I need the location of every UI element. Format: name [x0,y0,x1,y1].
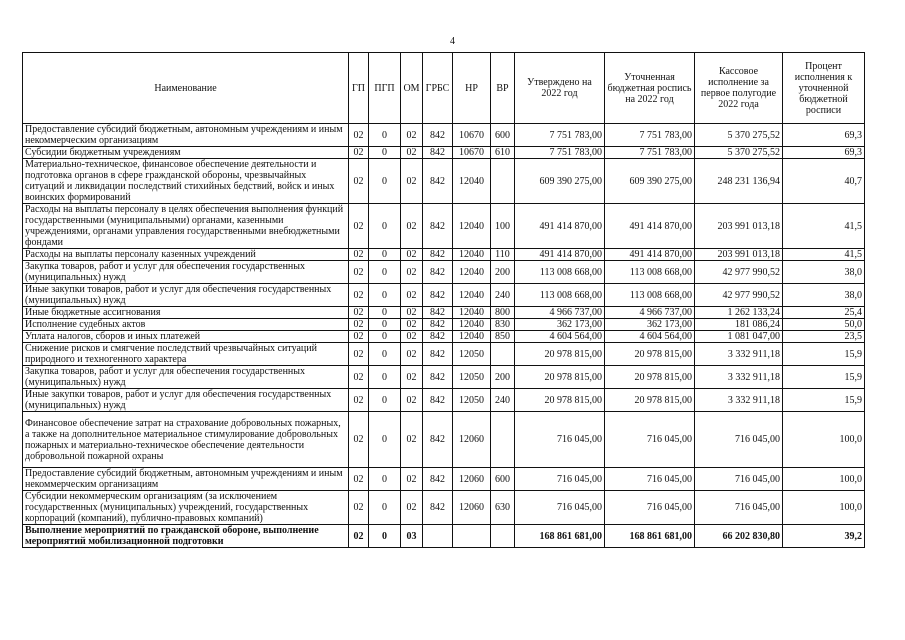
cell-refined: 716 045,00 [605,491,695,525]
cell-np: 12040 [453,204,491,249]
cell-pgp: 0 [369,261,401,284]
cell-percent: 100,0 [783,412,865,468]
cell-percent: 40,7 [783,159,865,204]
table-row [23,331,865,343]
table-row [23,412,865,468]
cell-cash: 181 086,24 [695,319,783,331]
cell-vr [491,159,515,204]
cell-grbs: 842 [423,366,453,389]
cell-name: Материально-техническое, финансовое обеспечение деятельности и подготовка органов в сфере гражданской обороны, чрезвычайных ситуаций и ликвидации последствий стихийных бедствий, войск и иных воинских формирований [23,159,349,204]
cell-percent: 41,5 [783,204,865,249]
header-row [23,53,865,124]
cell-percent: 23,5 [783,331,865,343]
cell-vr: 240 [491,389,515,412]
cell-om: 02 [401,389,423,412]
cell-gp: 02 [349,412,369,468]
cell-gp: 02 [349,261,369,284]
table-row [23,147,865,159]
table-row [23,525,865,548]
cell-cash: 1 081 047,00 [695,331,783,343]
cell-grbs: 842 [423,284,453,307]
cell-name: Расходы на выплаты персоналу в целях обеспечения выполнения функций государственными (муниципальными) органами, казенными учреждениями, органами управления государственными внебюджетными фондами [23,204,349,249]
cell-approved: 491 414 870,00 [515,249,605,261]
cell-om: 02 [401,468,423,491]
cell-pgp: 0 [369,366,401,389]
cell-percent: 50,0 [783,319,865,331]
cell-om: 02 [401,343,423,366]
cell-np: 12040 [453,331,491,343]
cell-cash: 716 045,00 [695,468,783,491]
cell-grbs [423,525,453,548]
cell-name: Иные закупки товаров, работ и услуг для обеспечения государственных (муниципальных) нужд [23,284,349,307]
cell-om: 02 [401,284,423,307]
cell-percent: 25,4 [783,307,865,319]
cell-refined: 491 414 870,00 [605,204,695,249]
cell-approved: 362 173,00 [515,319,605,331]
cell-refined: 113 008 668,00 [605,261,695,284]
cell-grbs: 842 [423,204,453,249]
cell-cash: 42 977 990,52 [695,261,783,284]
cell-percent: 38,0 [783,261,865,284]
page-number: 4 [450,36,455,47]
cell-cash: 203 991 013,18 [695,249,783,261]
cell-approved: 716 045,00 [515,412,605,468]
cell-name: Субсидии некоммерческим организациям (за исключением государственных (муниципальных) учреждений, государственных корпораций (компаний), публично-правовых компаний) [23,491,349,525]
cell-pgp: 0 [369,307,401,319]
cell-vr: 830 [491,319,515,331]
cell-refined: 7 751 783,00 [605,147,695,159]
cell-approved: 716 045,00 [515,468,605,491]
cell-om: 02 [401,331,423,343]
cell-pgp: 0 [369,468,401,491]
cell-name: Иные бюджетные ассигнования [23,307,349,319]
cell-refined: 716 045,00 [605,468,695,491]
cell-vr: 610 [491,147,515,159]
cell-vr [491,412,515,468]
cell-cash: 1 262 133,24 [695,307,783,319]
cell-gp: 02 [349,343,369,366]
col-header-name: Наименование [23,53,349,124]
cell-refined: 4 966 737,00 [605,307,695,319]
cell-pgp: 0 [369,525,401,548]
cell-cash: 5 370 275,52 [695,124,783,147]
cell-name: Иные закупки товаров, работ и услуг для обеспечения государственных (муниципальных) нужд [23,389,349,412]
cell-vr: 200 [491,366,515,389]
cell-percent: 38,0 [783,284,865,307]
cell-name: Уплата налогов, сборов и иных платежей [23,331,349,343]
cell-cash: 66 202 830,80 [695,525,783,548]
cell-vr [491,525,515,548]
cell-refined: 362 173,00 [605,319,695,331]
cell-approved: 716 045,00 [515,491,605,525]
cell-refined: 609 390 275,00 [605,159,695,204]
cell-gp: 02 [349,525,369,548]
cell-gp: 02 [349,331,369,343]
cell-gp: 02 [349,284,369,307]
cell-om: 02 [401,159,423,204]
col-header-refined: Уточненная бюджетная роспись на 2022 год [605,53,695,124]
col-header-pgp: ПГП [369,53,401,124]
cell-pgp: 0 [369,159,401,204]
cell-np: 12050 [453,389,491,412]
cell-refined: 20 978 815,00 [605,389,695,412]
table-row [23,249,865,261]
cell-pgp: 0 [369,491,401,525]
cell-np: 12060 [453,468,491,491]
table-row [23,261,865,284]
cell-pgp: 0 [369,319,401,331]
cell-vr: 600 [491,124,515,147]
cell-om: 02 [401,366,423,389]
cell-om: 02 [401,249,423,261]
cell-pgp: 0 [369,389,401,412]
cell-np: 12050 [453,366,491,389]
table-row [23,468,865,491]
cell-approved: 609 390 275,00 [515,159,605,204]
col-header-vr: ВР [491,53,515,124]
cell-np: 12060 [453,491,491,525]
cell-gp: 02 [349,204,369,249]
budget-table [22,52,865,548]
cell-np: 12040 [453,319,491,331]
cell-refined: 7 751 783,00 [605,124,695,147]
cell-gp: 02 [349,159,369,204]
col-header-grbs: ГРБС [423,53,453,124]
cell-pgp: 0 [369,147,401,159]
cell-vr: 800 [491,307,515,319]
cell-grbs: 842 [423,491,453,525]
cell-np [453,525,491,548]
cell-name: Предоставление субсидий бюджетным, автономным учреждениям и иным некоммерческим организациям [23,124,349,147]
cell-np: 12060 [453,412,491,468]
cell-np: 12040 [453,261,491,284]
cell-pgp: 0 [369,343,401,366]
cell-om: 02 [401,491,423,525]
cell-name: Субсидии бюджетным учреждениям [23,147,349,159]
cell-percent: 41,5 [783,249,865,261]
cell-percent: 69,3 [783,124,865,147]
cell-om: 03 [401,525,423,548]
cell-om: 02 [401,204,423,249]
cell-gp: 02 [349,366,369,389]
cell-om: 02 [401,147,423,159]
table-row [23,491,865,525]
cell-name: Закупка товаров, работ и услуг для обеспечения государственных (муниципальных) нужд [23,366,349,389]
cell-grbs: 842 [423,412,453,468]
cell-approved: 491 414 870,00 [515,204,605,249]
cell-name: Расходы на выплаты персоналу казенных учреждений [23,249,349,261]
cell-refined: 20 978 815,00 [605,343,695,366]
cell-pgp: 0 [369,284,401,307]
cell-grbs: 842 [423,331,453,343]
cell-refined: 20 978 815,00 [605,366,695,389]
cell-approved: 113 008 668,00 [515,261,605,284]
cell-pgp: 0 [369,124,401,147]
cell-cash: 3 332 911,18 [695,389,783,412]
table-row [23,343,865,366]
cell-percent: 39,2 [783,525,865,548]
cell-name: Закупка товаров, работ и услуг для обеспечения государственных (муниципальных) нужд [23,261,349,284]
cell-percent: 15,9 [783,389,865,412]
cell-refined: 491 414 870,00 [605,249,695,261]
cell-grbs: 842 [423,389,453,412]
col-header-np: НР [453,53,491,124]
cell-cash: 716 045,00 [695,491,783,525]
cell-percent: 15,9 [783,343,865,366]
col-header-approved: Утверждено на 2022 год [515,53,605,124]
cell-percent: 100,0 [783,491,865,525]
cell-grbs: 842 [423,124,453,147]
cell-percent: 69,3 [783,147,865,159]
cell-grbs: 842 [423,319,453,331]
cell-refined: 113 008 668,00 [605,284,695,307]
cell-cash: 716 045,00 [695,412,783,468]
table-row [23,124,865,147]
cell-vr: 600 [491,468,515,491]
cell-vr: 850 [491,331,515,343]
cell-approved: 168 861 681,00 [515,525,605,548]
cell-cash: 3 332 911,18 [695,343,783,366]
table-row [23,204,865,249]
cell-np: 12050 [453,343,491,366]
cell-cash: 3 332 911,18 [695,366,783,389]
cell-np: 12040 [453,284,491,307]
cell-gp: 02 [349,249,369,261]
cell-vr: 630 [491,491,515,525]
cell-percent: 15,9 [783,366,865,389]
cell-np: 10670 [453,147,491,159]
cell-np: 10670 [453,124,491,147]
cell-grbs: 842 [423,249,453,261]
cell-gp: 02 [349,147,369,159]
cell-om: 02 [401,307,423,319]
cell-om: 02 [401,261,423,284]
cell-pgp: 0 [369,204,401,249]
cell-vr: 200 [491,261,515,284]
table-row [23,366,865,389]
cell-cash: 5 370 275,52 [695,147,783,159]
cell-approved: 4 966 737,00 [515,307,605,319]
cell-pgp: 0 [369,331,401,343]
cell-grbs: 842 [423,147,453,159]
col-header-om: ОМ [401,53,423,124]
table-row [23,284,865,307]
cell-pgp: 0 [369,249,401,261]
cell-percent: 100,0 [783,468,865,491]
cell-gp: 02 [349,124,369,147]
col-header-percent: Процент исполнения к уточненной бюджетной росписи [783,53,865,124]
cell-name: Выполнение мероприятий по гражданской обороне, выполнение мероприятий мобилизационной подготовки [23,525,349,548]
col-header-cash: Кассовое исполнение за первое полугодие 2022 года [695,53,783,124]
cell-grbs: 842 [423,159,453,204]
table-row [23,319,865,331]
cell-approved: 20 978 815,00 [515,343,605,366]
cell-name: Финансовое обеспечение затрат на страхование добровольных пожарных, а также на дополнительное материальное стимулирование добровольных пожарных и материально-техническое обеспечение деятельности добровольной пожарной охраны [23,412,349,468]
cell-approved: 4 604 564,00 [515,331,605,343]
cell-grbs: 842 [423,468,453,491]
cell-grbs: 842 [423,343,453,366]
table-row [23,307,865,319]
cell-name: Снижение рисков и смягчение последствий чрезвычайных ситуаций природного и техногенного характера [23,343,349,366]
cell-vr: 100 [491,204,515,249]
cell-name: Исполнение судебных актов [23,319,349,331]
cell-approved: 7 751 783,00 [515,124,605,147]
cell-cash: 42 977 990,52 [695,284,783,307]
cell-om: 02 [401,124,423,147]
cell-grbs: 842 [423,261,453,284]
cell-cash: 203 991 013,18 [695,204,783,249]
table-row [23,389,865,412]
cell-gp: 02 [349,307,369,319]
cell-refined: 168 861 681,00 [605,525,695,548]
cell-gp: 02 [349,468,369,491]
cell-grbs: 842 [423,307,453,319]
cell-vr [491,343,515,366]
cell-refined: 716 045,00 [605,412,695,468]
cell-gp: 02 [349,389,369,412]
cell-gp: 02 [349,491,369,525]
cell-refined: 4 604 564,00 [605,331,695,343]
cell-approved: 7 751 783,00 [515,147,605,159]
table-row [23,159,865,204]
cell-pgp: 0 [369,412,401,468]
cell-vr: 110 [491,249,515,261]
cell-om: 02 [401,412,423,468]
cell-cash: 248 231 136,94 [695,159,783,204]
cell-vr: 240 [491,284,515,307]
cell-name: Предоставление субсидий бюджетным, автономным учреждениям и иным некоммерческим организациям [23,468,349,491]
cell-approved: 113 008 668,00 [515,284,605,307]
cell-approved: 20 978 815,00 [515,366,605,389]
cell-gp: 02 [349,319,369,331]
cell-approved: 20 978 815,00 [515,389,605,412]
cell-np: 12040 [453,159,491,204]
cell-np: 12040 [453,249,491,261]
cell-np: 12040 [453,307,491,319]
col-header-gp: ГП [349,53,369,124]
cell-om: 02 [401,319,423,331]
